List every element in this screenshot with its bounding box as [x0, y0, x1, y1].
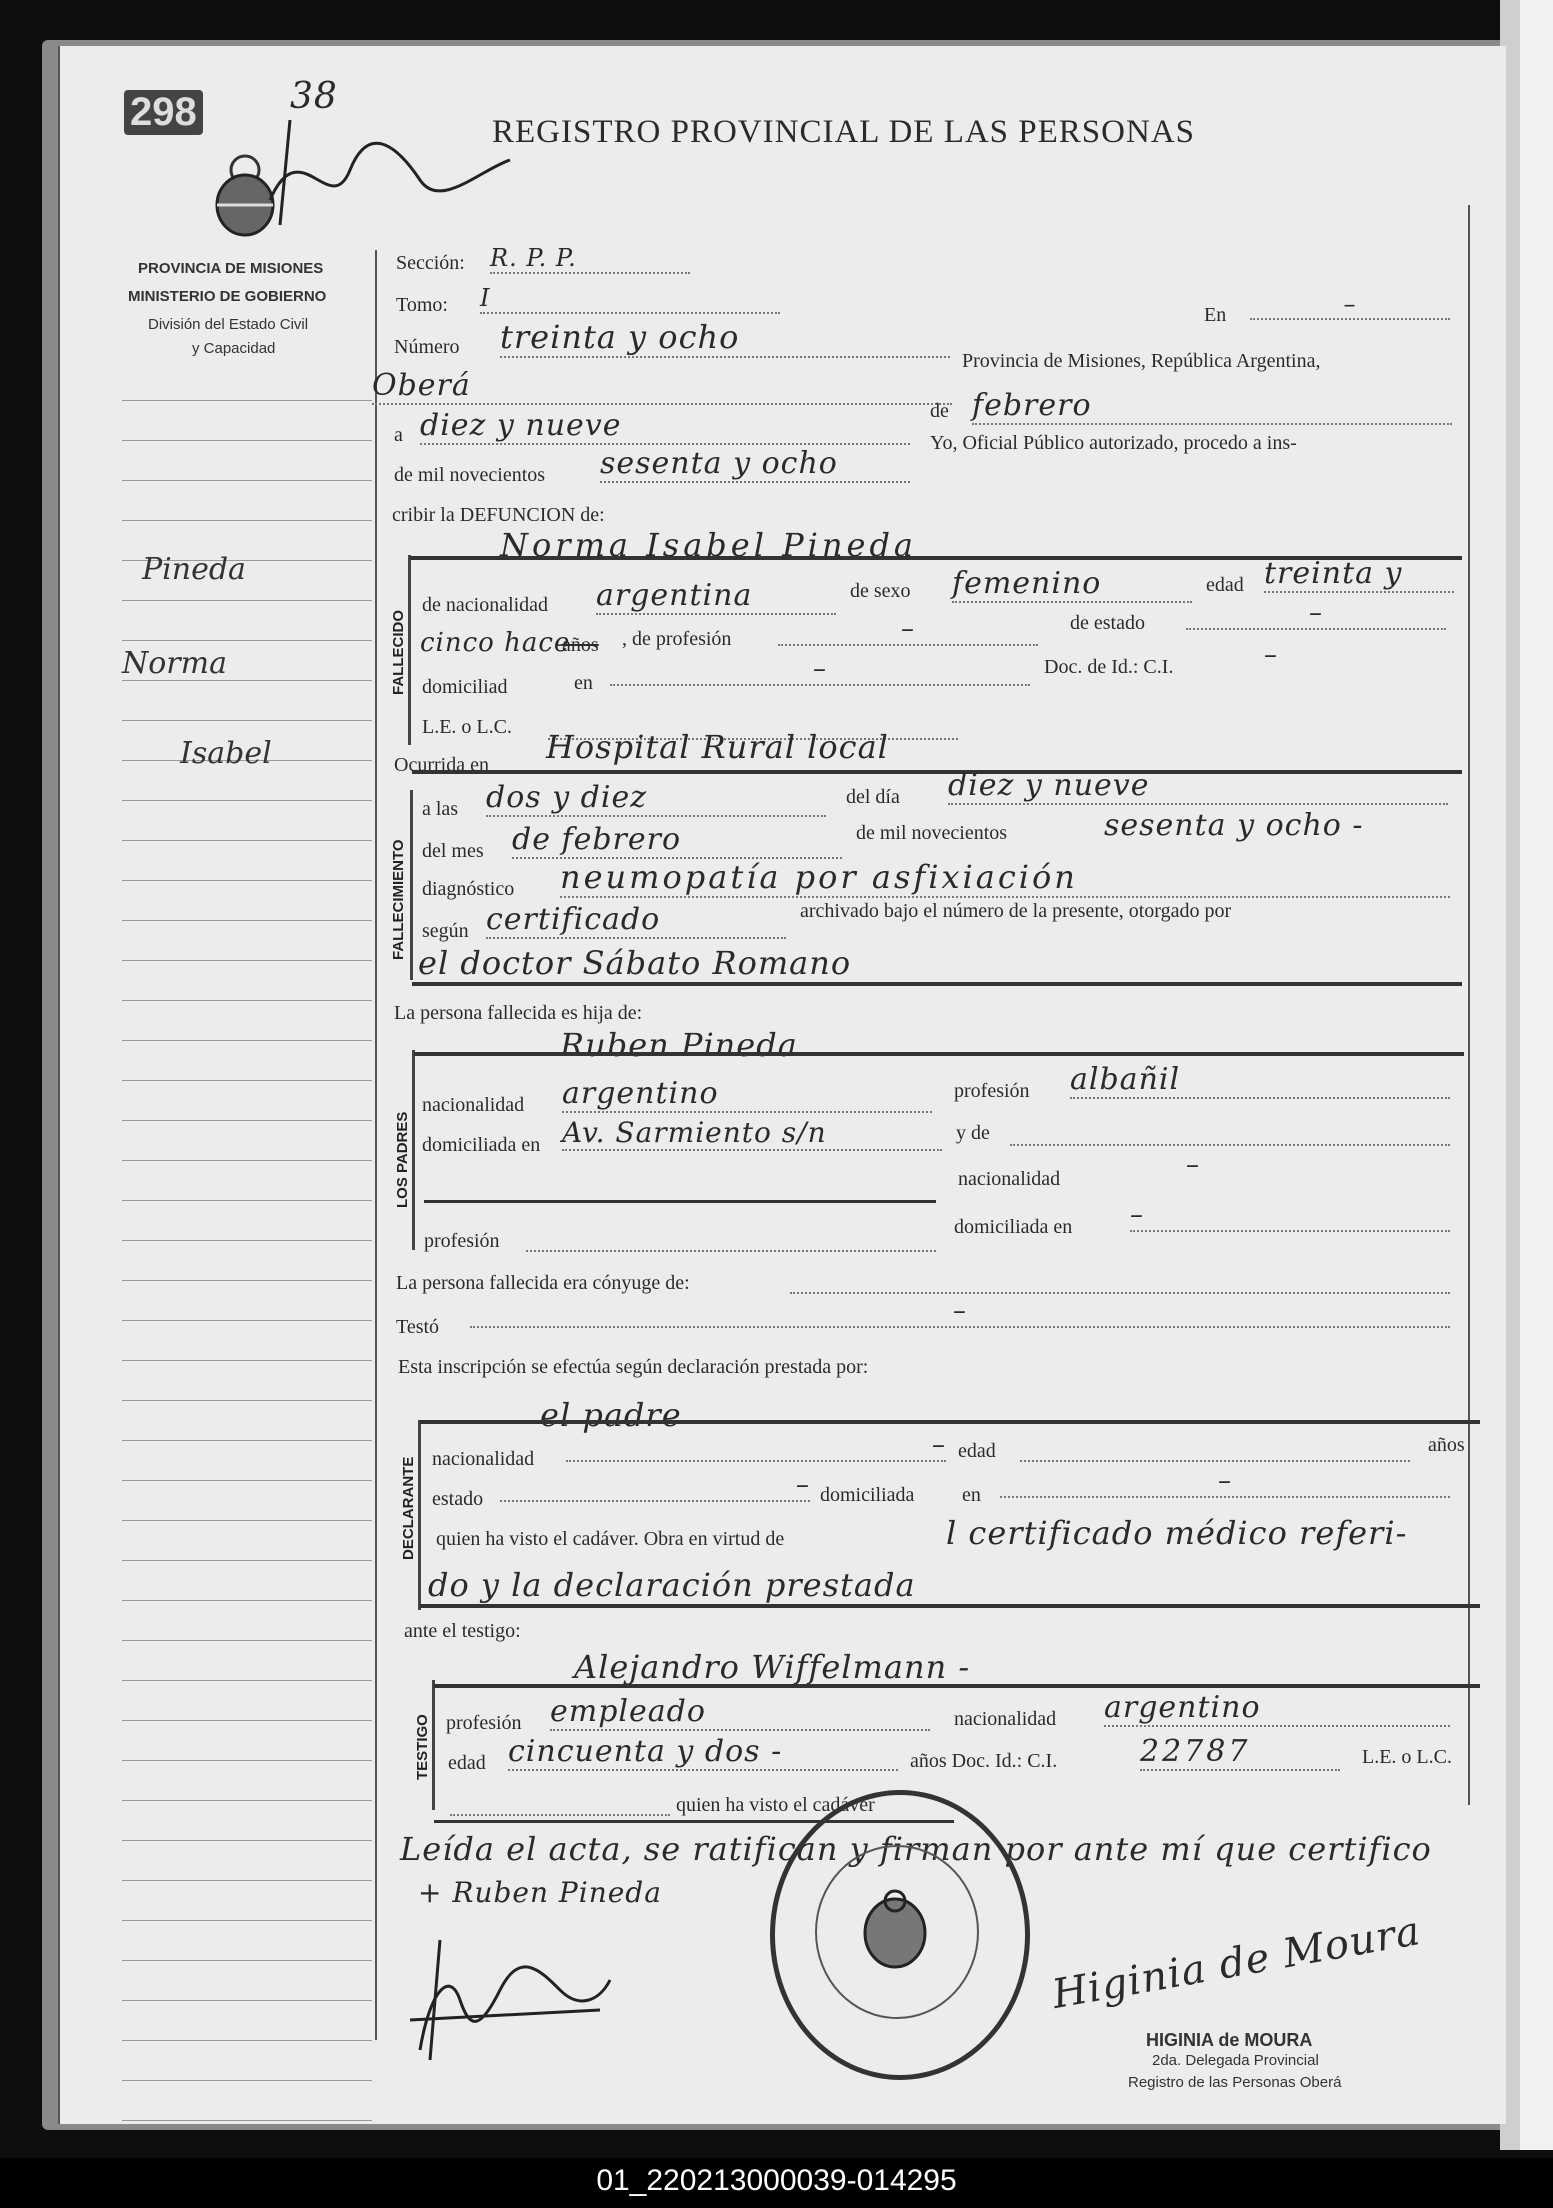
diagnostico-value: neumopatía por asfixiación [560, 858, 1450, 898]
margin-first-name: Norma [122, 646, 227, 681]
margin-rule-line [122, 1600, 372, 1601]
testigo-doc-value: 22787 [1140, 1734, 1340, 1771]
declarante-anos-label: años [1428, 1434, 1465, 1456]
day-value: diez y nueve [420, 408, 910, 445]
official-title: 2da. Delegada Provincial [1152, 2052, 1319, 2069]
declarante-section-label: DECLARANTE [400, 1456, 417, 1560]
ocurrida-value: Hospital Rural local [546, 728, 889, 766]
padres-intro: La persona fallecida es hija de: [394, 1002, 643, 1024]
fallecimiento-bar [410, 790, 413, 980]
division-line-2: y Capacidad [192, 340, 276, 357]
margin-middle-name: Isabel [180, 736, 272, 771]
testigo-intro: ante el testigo: [404, 1620, 521, 1642]
margin-rule-line [122, 1080, 372, 1081]
margin-rule-line [122, 1960, 372, 1961]
province-text: Provincia de Misiones, República Argentina, [962, 350, 1321, 372]
declarante-cadaver-rule [420, 1604, 1480, 1608]
margin-rule-line [122, 1920, 372, 1921]
declarante-bar [418, 1420, 421, 1610]
doctor-rule [412, 982, 1462, 986]
declarante-edad-label: edad [958, 1440, 996, 1462]
nacionalidad-label: de nacionalidad [422, 594, 549, 616]
margin-rule-line [122, 1160, 372, 1161]
margin-rule-line [122, 1280, 372, 1281]
province-heading: PROVINCIA DE MISIONES [138, 260, 324, 277]
margin-rule-line [122, 2080, 372, 2081]
domicilio-value: – [610, 654, 1030, 686]
doctor-value: el doctor Sábato Romano [418, 944, 852, 982]
anio-label: de mil novecientos [856, 822, 1008, 844]
profesion-value: – [778, 614, 1038, 646]
official-text: Yo, Oficial Público autorizado, procedo a ins- [930, 432, 1297, 454]
father-name: Ruben Pineda [560, 1026, 798, 1064]
hora-label: a las [422, 798, 459, 820]
division-line-1: División del Estado Civil [148, 316, 309, 333]
margin-divider [375, 250, 377, 2040]
segun-label: según [422, 920, 469, 942]
mes-value: de febrero [512, 822, 842, 859]
margin-rule-line [122, 1520, 372, 1521]
anos-label: años [562, 634, 599, 656]
margin-rule-line [122, 1640, 372, 1641]
padres-section-label: LOS PADRES [394, 1111, 411, 1208]
de-label: de [930, 400, 949, 422]
father-name-rule [414, 1052, 1464, 1056]
margin-rule-line [122, 720, 372, 721]
month-value: febrero [972, 388, 1452, 425]
mother-nacionalidad-value: – [1186, 1150, 1200, 1180]
official-signature: Higinia de Moura [1048, 1907, 1425, 2019]
en-value: – [1250, 290, 1450, 320]
domiciliado-label: domiciliad [422, 676, 508, 698]
margin-rule-line [122, 1480, 372, 1481]
hora-value: dos y diez [486, 780, 826, 817]
father-profesion-label: profesión [954, 1080, 1030, 1102]
declarante-cadaver-value-2: do y la declaración prestada [428, 1566, 916, 1604]
declarante-domicilio-value: – [1000, 1466, 1450, 1498]
declarante-cadaver-value: l certificado médico referi- [946, 1514, 1408, 1552]
margin-rule-line [122, 880, 372, 881]
numero-label: Número [394, 336, 460, 358]
image-caption: 01_220213000039-014295 [596, 2164, 957, 2197]
mother-name-line [1010, 1144, 1450, 1146]
margin-rule-line [122, 1720, 372, 1721]
seal-emblem-icon [850, 1885, 940, 1975]
numero-value: treinta y ocho [500, 318, 950, 358]
margin-rule-line [122, 1240, 372, 1241]
testigo-name-rule [434, 1684, 1480, 1688]
testigo-cadaver-text: quien ha visto el cadáver [676, 1794, 875, 1816]
margin-rule-line [122, 2000, 372, 2001]
closing-line-2: + Ruben Pineda [418, 1876, 662, 1909]
doc-label: Doc. de Id.: C.I. [1044, 656, 1174, 678]
page-number: 38 [290, 76, 338, 117]
declaracion-text: Esta inscripción se efectúa según declaración prestada por: [398, 1356, 869, 1378]
folio-number: 298 [124, 90, 203, 135]
deceased-name: Norma Isabel Pineda [500, 526, 917, 564]
official-name: HIGINIA de MOURA [1146, 2030, 1313, 2050]
dia-value: diez y nueve [948, 768, 1448, 805]
segun-value: certificado [486, 902, 786, 939]
book-edge-page [1520, 0, 1553, 2150]
declarante-nacionalidad-label: nacionalidad [432, 1448, 535, 1470]
declarante-estado-value: – [500, 1470, 810, 1502]
declarante-cadaver-text: quien ha visto el cadáver. Obra en virtud de [436, 1528, 785, 1550]
mother-profesion-line [526, 1250, 936, 1252]
declarante-name-rule [420, 1420, 1480, 1424]
tomo-label: Tomo: [396, 294, 448, 316]
margin-rule-line [122, 1800, 372, 1801]
testigo-bar [432, 1680, 435, 1810]
diagnostico-label: diagnóstico [422, 878, 515, 900]
margin-rule-line [122, 600, 372, 601]
padres-bar [412, 1050, 415, 1250]
father-domicilio-value: Av. Sarmiento s/n [562, 1116, 942, 1151]
fallecido-bar [408, 555, 411, 745]
father-nacionalidad-value: argentino [562, 1076, 932, 1113]
page-title: REGISTRO PROVINCIAL DE LAS PERSONAS [492, 114, 1196, 150]
testigo-nacionalidad-value: argentino [1104, 1690, 1450, 1727]
declarante-name: el padre [540, 1396, 682, 1434]
official-office: Registro de las Personas Oberá [1128, 2074, 1342, 2091]
fallecido-section-label: FALLECIDO [390, 610, 407, 695]
mother-rule [424, 1200, 936, 1203]
margin-rule-line [122, 1680, 372, 1681]
edad-value: treinta y [1264, 556, 1454, 593]
right-border [1468, 205, 1470, 1805]
margin-rule-line [122, 400, 372, 401]
margin-rule-line [122, 1760, 372, 1761]
estado-label: de estado [1070, 612, 1145, 634]
margin-rule-line [122, 800, 372, 801]
margin-rule-line [122, 1880, 372, 1881]
mother-domiciliada-label: domiciliada en [954, 1216, 1073, 1238]
place-value: Oberá [372, 368, 952, 405]
father-domiciliada-label: domiciliada en [422, 1134, 541, 1156]
margin-rule-line [122, 1120, 372, 1121]
conyuge-label: La persona fallecida era cónyuge de: [396, 1272, 690, 1294]
sexo-value: femenino [952, 566, 1192, 603]
father-nacionalidad-label: nacionalidad [422, 1094, 525, 1116]
archivado-text: archivado bajo el número de la presente, otorgado por [800, 900, 1232, 922]
testo-value: – [470, 1296, 1450, 1328]
testigo-edad-label: edad [448, 1752, 486, 1774]
year-label: de mil novecientos [394, 464, 546, 486]
margin-rule-line [122, 640, 372, 641]
testigo-profesion-label: profesión [446, 1712, 522, 1734]
sexo-label: de sexo [850, 580, 911, 602]
margin-rule-line [122, 1560, 372, 1561]
margin-rule-line [122, 1440, 372, 1441]
margin-rule-line [122, 440, 372, 441]
testigo-le-label: L.E. o L.C. [1362, 1746, 1452, 1768]
margin-rule-line [122, 480, 372, 481]
dia-label: del día [846, 786, 900, 808]
closing-line-1: Leída el acta, se ratifican y firman por ante mí que certifico [400, 1830, 1432, 1868]
margin-rule-line [122, 2040, 372, 2041]
le-label: L.E. o L.C. [422, 716, 512, 738]
testigo-nacionalidad-label: nacionalidad [954, 1708, 1057, 1730]
margin-rule-line [122, 2120, 372, 2121]
mother-profesion-label: profesión [424, 1230, 500, 1252]
testo-label: Testó [396, 1316, 440, 1338]
margin-rule-line [122, 520, 372, 521]
edad-continuation: cinco hace [420, 628, 571, 658]
testigo-name: Alejandro Wiffelmann - [574, 1648, 971, 1686]
conyuge-line [790, 1292, 1450, 1294]
margin-rule-line [122, 1200, 372, 1201]
witness-signature [400, 1930, 620, 2070]
testigo-edad-value: cincuenta y dos - [508, 1734, 898, 1771]
fallecimiento-section-label: FALLECIMIENTO [390, 839, 407, 960]
declarante-edad-line [1020, 1460, 1410, 1462]
ministry-heading: MINISTERIO DE GOBIERNO [128, 288, 327, 305]
seccion-label: Sección: [396, 252, 465, 274]
margin-rule-line [122, 1040, 372, 1041]
testigo-doc-label: años Doc. Id.: C.I. [910, 1750, 1058, 1772]
margin-rule-line [122, 1320, 372, 1321]
ocurrida-label: Ocurrida en [394, 754, 489, 776]
inscribe-text: cribir la DEFUNCION de: [392, 504, 605, 526]
header-signature [260, 110, 520, 230]
mother-nacionalidad-label: nacionalidad [958, 1168, 1061, 1190]
mes-label: del mes [422, 840, 484, 862]
profesion-label: , de profesión [622, 628, 732, 650]
margin-rule-line [122, 1000, 372, 1001]
margin-rule-line [122, 920, 372, 921]
declarante-estado-label: estado [432, 1488, 484, 1510]
declarante-nacionalidad-value: – [566, 1430, 946, 1462]
testigo-section-label: TESTIGO [414, 1714, 431, 1780]
testigo-le-line [450, 1814, 670, 1816]
seccion-value: R. P. P. [490, 244, 690, 274]
nacionalidad-value: argentina [596, 578, 836, 615]
tomo-value: I [480, 284, 780, 314]
doc-value: – [1264, 640, 1278, 670]
declarante-en-label: en [962, 1484, 981, 1506]
testigo-profesion-value: empleado [550, 1694, 930, 1731]
margin-rule-line [122, 840, 372, 841]
margin-rule-line [122, 960, 372, 961]
margin-rule-line [122, 1400, 372, 1401]
father-profesion-value: albañil [1070, 1062, 1450, 1099]
edad-label: edad [1206, 574, 1244, 596]
estado-value: – [1186, 598, 1446, 630]
margin-rule-line [122, 1840, 372, 1841]
a-label: a [394, 424, 403, 446]
anio-value: sesenta y ocho - [1104, 808, 1364, 843]
domicilio-en-label: en [574, 672, 593, 694]
y-de-label: y de [956, 1122, 990, 1144]
en-label: En [1204, 304, 1227, 326]
margin-surname: Pineda [142, 552, 246, 587]
mother-domicilio-value: – [1130, 1200, 1450, 1232]
margin-rule-line [122, 1360, 372, 1361]
declarante-domiciliada-label: domiciliada [820, 1484, 915, 1506]
year-value: sesenta y ocho [600, 446, 910, 483]
